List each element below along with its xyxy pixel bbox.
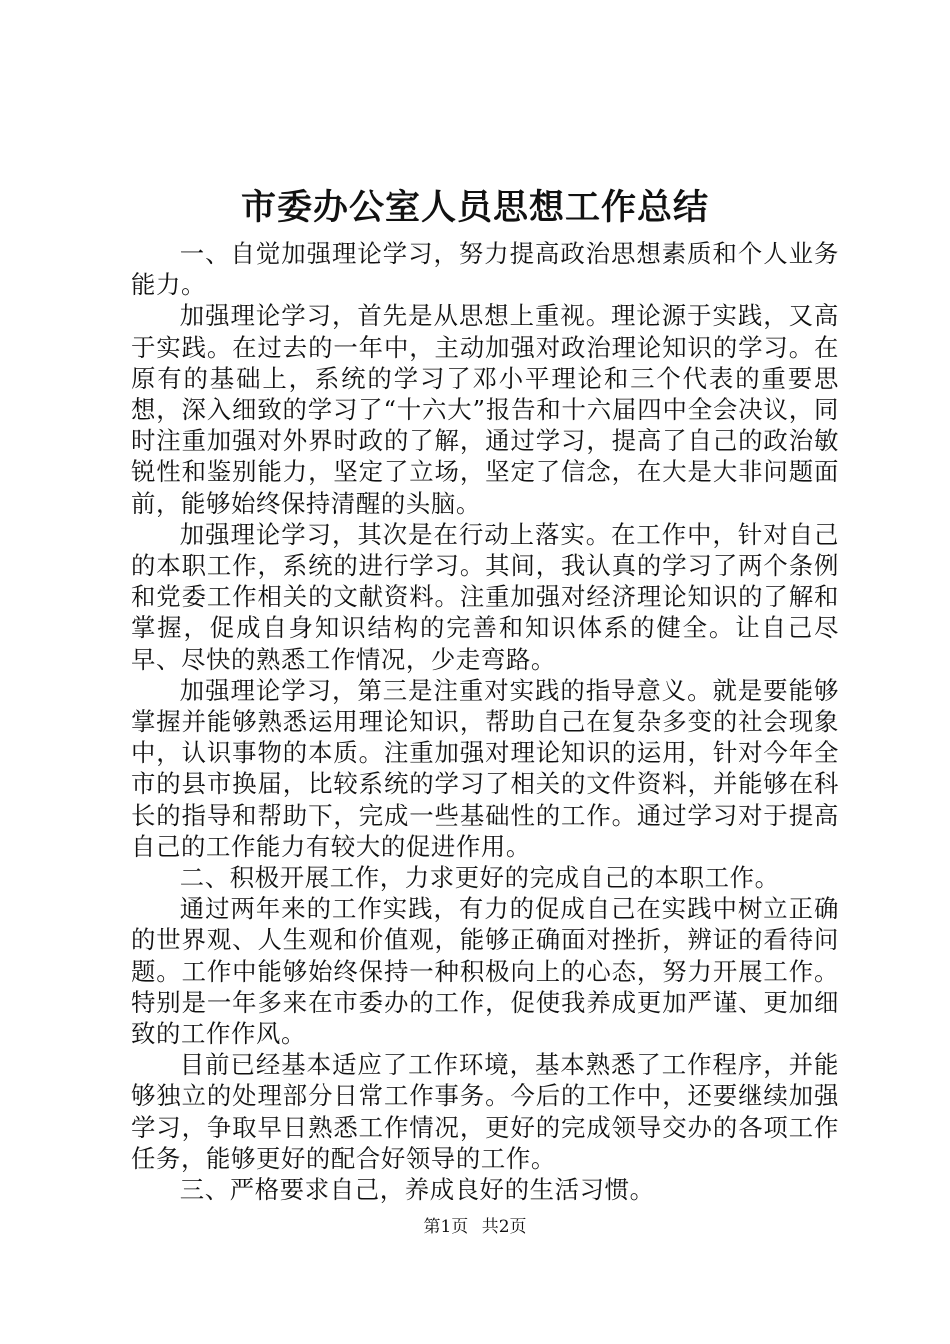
section-heading-3: 三、严格要求自己，养成良好的生活习惯。 bbox=[179, 1175, 655, 1205]
page-footer bbox=[0, 1215, 950, 1239]
paragraph: 加强理论学习，首先是从思想上重视。理论源于实践，又高于实践。在过去的一年中，主动加强对政治理论知识的学习。在原有的基础上，系统的学习了邓小平理论和三个代表的重要思想，深入细致的学习了“十六大”报告和十六届四中全会决议，同时注重加强对外界时政的了解，通过学习，提高了自己的政治敏锐性和鉴别能力，坚定了立场，坚定了信念，在大是大非问题面前，能够始终保持清醒的头脑。 bbox=[131, 301, 839, 518]
paragraph: 加强理论学习，其次是在行动上落实。在工作中，针对自己的本职工作，系统的进行学习。其间，我认真的学习了两个条例和党委工作相关的文献资料。注重加强对经济理论知识的了解和掌握，促成自身知识结构的完善和知识体系的健全。让自己尽早、尽快的熟悉工作情况，少走弯路。 bbox=[131, 519, 839, 674]
document-title: 市委办公室人员思想工作总结 bbox=[240, 187, 709, 228]
page-total: 共2页 bbox=[481, 1217, 527, 1237]
paragraph: 目前已经基本适应了工作环境，基本熟悉了工作程序，并能够独立的处理部分日常工作事务。今后的工作中，还要继续加强学习，争取早日熟悉工作情况，更好的完成领导交办的各项工作任务，能够更好的配合好领导的工作。 bbox=[131, 1050, 839, 1173]
paragraph: 加强理论学习，第三是注重对实践的指导意义。就是要能够掌握并能够熟悉运用理论知识，帮助自己在复杂多变的社会现象中，认识事物的本质。注重加强对理论知识的运用，针对今年全市的县市换届，比较系统的学习了相关的文件资料，并能够在科长的指导和帮助下，完成一些基础性的工作。通过学习对于提高自己的工作能力有较大的促进作用。 bbox=[131, 675, 839, 861]
paragraph: 通过两年来的工作实践，有力的促成自己在实践中树立正确的世界观、人生观和价值观，能够正确面对挫折，辨证的看待问题。工作中能够始终保持一种积极向上的心态，努力开展工作。特别是一年多来在市委办的工作，促使我养成更加严谨、更加细致的工作作风。 bbox=[131, 894, 839, 1049]
document-body bbox=[131, 238, 839, 1205]
section-heading-2: 二、积极开展工作，力求更好的完成自己的本职工作。 bbox=[179, 863, 780, 893]
section-heading-1: 一、自觉加强理论学习，努力提高政治思想素质和个人业务能力。 bbox=[131, 239, 839, 300]
page-number: 第1页 bbox=[423, 1217, 469, 1237]
